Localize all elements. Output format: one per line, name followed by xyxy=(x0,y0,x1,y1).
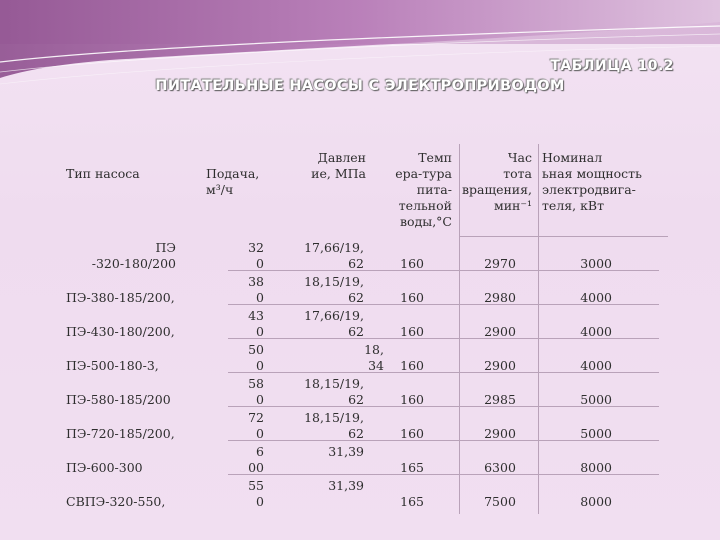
table-cell-power: 3000 xyxy=(580,256,612,271)
header-temperature: Темп ера-тура пита- тельной воды,°С xyxy=(395,150,452,229)
table-cell-speed: 2970 xyxy=(484,256,516,271)
table-cell-flow: 72 0 xyxy=(248,410,264,441)
table-cell-speed: 2985 xyxy=(484,392,516,407)
table-cell-pressure: 18, 34 xyxy=(364,342,384,373)
table-cell-speed: 2900 xyxy=(484,426,516,441)
table-cell-power: 4000 xyxy=(580,358,612,373)
header-pressure: Давлен ие, МПа xyxy=(311,150,366,181)
table-cell-temperature: 160 xyxy=(400,324,424,339)
table-cell-flow: 43 0 xyxy=(248,308,264,339)
header-type: Тип насоса xyxy=(66,166,140,181)
table-cell-speed: 7500 xyxy=(484,494,516,509)
table-cell-flow: 32 0 xyxy=(248,240,264,271)
table-number: ТАБЛИЦА 10.2 xyxy=(550,58,674,74)
table-cell-type: ПЭ-430-180/200, xyxy=(66,324,175,339)
table-cell-speed: 6300 xyxy=(484,460,516,475)
table-cell-temperature: 160 xyxy=(400,256,424,271)
table-cell-type: ПЭ-720-185/200, xyxy=(66,426,175,441)
table-cell-type: ПЭ -320-180/200 xyxy=(91,240,176,271)
table-cell-temperature: 165 xyxy=(400,460,424,475)
decorative-swoosh xyxy=(0,0,720,90)
table-cell-pressure: 17,66/19, 62 xyxy=(304,240,364,271)
table-cell-pressure: 18,15/19, 62 xyxy=(304,410,364,441)
table-cell-type: ПЭ-380-185/200, xyxy=(66,290,175,305)
header-power: Номинал ьная мощность электродвига- теля, кВт xyxy=(542,150,642,213)
table-cell-power: 4000 xyxy=(580,324,612,339)
table-cell-power: 4000 xyxy=(580,290,612,305)
table-cell-speed: 2900 xyxy=(484,324,516,339)
table-cell-type: ПЭ-500-180-3, xyxy=(66,358,159,373)
table-cell-temperature: 160 xyxy=(400,358,424,373)
header-divider xyxy=(459,236,668,237)
table-cell-temperature: 160 xyxy=(400,392,424,407)
header-flow: Подача, м³/ч xyxy=(206,166,260,197)
table-cell-pressure: 18,15/19, 62 xyxy=(304,274,364,305)
table-cell-power: 5000 xyxy=(580,426,612,441)
table-cell-type: ПЭ-580-185/200 xyxy=(66,392,171,407)
table-cell-flow: 38 0 xyxy=(248,274,264,305)
page-title: ПИТАТЕЛЬНЫЕ НАСОСЫ С ЭЛЕКТРОПРИВОДОМ xyxy=(155,78,565,94)
table-cell-flow: 58 0 xyxy=(248,376,264,407)
table-cell-flow: 6 00 xyxy=(248,444,264,475)
table-cell-pressure: 17,66/19, 62 xyxy=(304,308,364,339)
table-cell-power: 5000 xyxy=(580,392,612,407)
table-cell-temperature: 160 xyxy=(400,426,424,441)
table-cell-temperature: 160 xyxy=(400,290,424,305)
table-cell-flow: 55 0 xyxy=(248,478,264,509)
table-cell-temperature: 165 xyxy=(400,494,424,509)
table-cell-pressure: 31,39 xyxy=(328,444,364,459)
table-cell-pressure: 31,39 xyxy=(328,478,364,493)
table-cell-type: СВПЭ-320-550, xyxy=(66,494,166,509)
column-divider xyxy=(538,144,539,514)
table-cell-power: 8000 xyxy=(580,460,612,475)
table-cell-speed: 2980 xyxy=(484,290,516,305)
header-speed: Час тота вращения, мин⁻¹ xyxy=(461,150,532,213)
table-cell-speed: 2900 xyxy=(484,358,516,373)
table-cell-pressure: 18,15/19, 62 xyxy=(304,376,364,407)
table-cell-flow: 50 0 xyxy=(248,342,264,373)
table-cell-power: 8000 xyxy=(580,494,612,509)
table-cell-type: ПЭ-600-300 xyxy=(66,460,143,475)
